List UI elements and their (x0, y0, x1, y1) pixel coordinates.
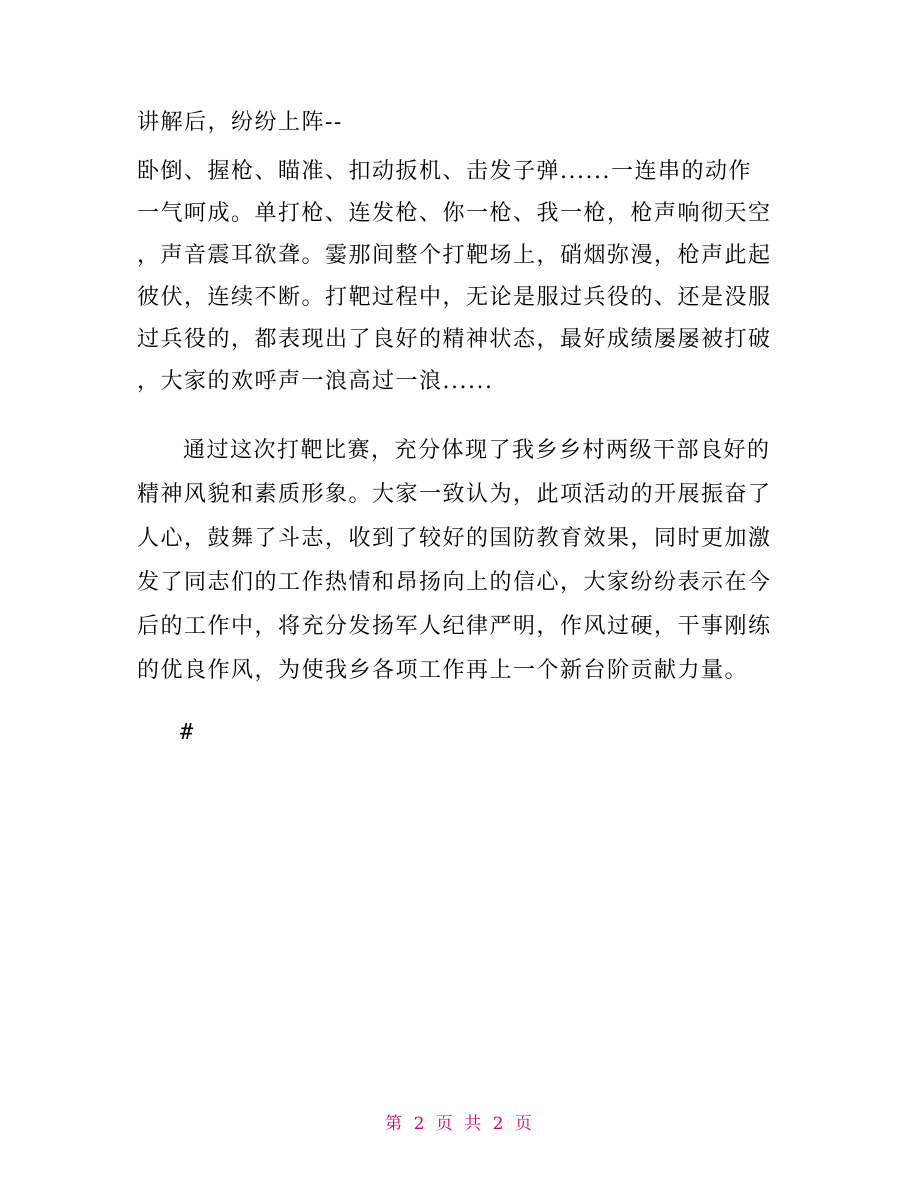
text-line: 发了同志们的工作热情和昂扬向上的信心，大家纷纷表示在今 (137, 570, 772, 595)
end-mark: # (180, 720, 194, 745)
page-number-footer: 第 2 页 共 2 页 (385, 1114, 535, 1134)
text-line: 过兵役的，都表现出了良好的精神状态，最好成绩屡屡被打破 (137, 327, 772, 352)
text-line: 精神风貌和素质形象。大家一致认为，此项活动的开展振奋了 (137, 482, 772, 507)
text-line: 后的工作中，将充分发扬军人纪律严明，作风过硬，干事刚练 (137, 614, 772, 639)
text-line: ，声音震耳欲聋。霎那间整个打靶场上，硝烟弥漫，枪声此起 (137, 243, 772, 268)
text-line: 的优良作风，为使我乡各项工作再上一个新台阶贡献力量。 (137, 658, 749, 683)
paragraph-first-line: 通过这次打靶比赛，充分体现了我乡乡村两级干部良好的 (183, 438, 771, 463)
text-line: ，大家的欢呼声一浪高过一浪...... (137, 369, 494, 394)
text-line: 讲解后，纷纷上阵-- (137, 110, 343, 135)
text-line: 彼伏，连续不断。打靶过程中，无论是服过兵役的、还是没服 (137, 285, 772, 310)
text-line: 卧倒、握枪、瞄准、扣动扳机、击发子弹......一连串的动作 (137, 159, 752, 184)
text-line: 一气呵成。单打枪、连发枪、你一枪、我一枪，枪声响彻天空 (137, 201, 772, 226)
text-line: 人心，鼓舞了斗志，收到了较好的国防教育效果，同时更加激 (137, 526, 772, 551)
